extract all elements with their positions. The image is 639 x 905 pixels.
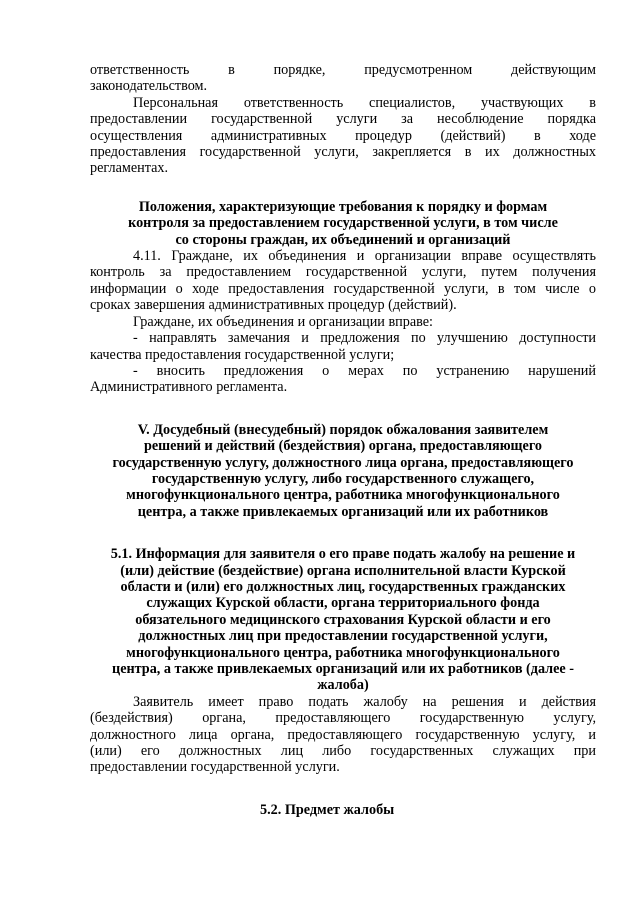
heading-line: Положения, характеризующие требования к порядку и формам — [138, 198, 548, 215]
heading-line: должностных лиц при предоставлении государственной услуги, — [138, 628, 548, 645]
heading-line: области и (или) его должностных лиц, государственных гражданских — [120, 578, 566, 595]
heading-line: центра, а также привлекаемых организаций или их работников — [137, 503, 549, 520]
paragraph-4-11 — [90, 248, 596, 314]
heading-line: жалоба) — [317, 677, 369, 694]
paragraph-rights — [90, 314, 596, 330]
heading-line: многофункционального центра, работника многофункционального — [126, 487, 560, 504]
heading-line: государственную услугу, должностного лица органа, предоставляющего — [112, 454, 574, 471]
list-item-suggestions — [90, 330, 596, 363]
document-page — [90, 62, 596, 818]
heading-line: со стороны граждан, их объединений и организаций — [175, 231, 511, 248]
heading-line: государственную услугу, либо государственного служащего, — [151, 470, 535, 487]
text-line: предоставления государственной услуги, закрепляется в их должностных — [90, 144, 596, 161]
heading-section-v — [90, 422, 596, 520]
text-line: Граждане, их объединения и организации вправе: — [133, 313, 433, 330]
paragraph-responsibility-continued — [90, 62, 596, 95]
paragraph-personal-responsibility — [90, 95, 596, 177]
text-line: Персональная ответственность специалистов, участвующих в — [133, 94, 596, 111]
text-line: регламентах. — [90, 160, 169, 177]
list-item-proposals — [90, 363, 596, 396]
text-line: осуществления административных процедур (действий) в ходе — [90, 127, 596, 144]
text-line: законодательством. — [90, 78, 208, 95]
paragraph-5-1-complaint-right — [90, 694, 596, 776]
heading-line: служащих Курской области, органа территориального фонда — [146, 595, 540, 612]
heading-control-provisions — [90, 199, 596, 248]
heading-line: контроля за предоставлением государственной услуги, в том числе — [128, 215, 558, 232]
text-line: предоставлении государственной услуги за несоблюдение порядка — [90, 111, 596, 128]
text-line: предоставлении государственной услуги. — [90, 759, 340, 776]
heading-line: 5.1. Информация для заявителя о его праве подать жалобу на решение и — [110, 546, 576, 563]
text-line: ответственность в порядке, предусмотренном действующим — [90, 62, 596, 78]
heading-section-5-1 — [90, 546, 596, 694]
heading-section-5-2 — [90, 802, 596, 818]
heading-line: многофункционального центра, работника многофункционального — [126, 644, 560, 661]
text-line: Заявитель имеет право подать жалобу на решения и действия — [133, 693, 596, 710]
text-line: сроках завершения административных процедур (действий). — [90, 297, 457, 314]
text-line: (бездействия) органа, предоставляющего государственную услугу, — [90, 710, 596, 727]
heading-line: центра, а также привлекаемых организаций или их работников (далее - — [112, 661, 574, 677]
heading-line: 5.2. Предмет жалобы — [260, 801, 395, 818]
text-line: (или) его должностных лиц либо государственных служащих при — [90, 743, 596, 760]
text-line: контроль за предоставлением государственной услуги, путем получения — [90, 264, 596, 281]
text-line: информации о ходе предоставления государственной услуги, в том числе о — [90, 280, 596, 297]
heading-line: решений и действий (бездействия) органа, предоставляющего — [143, 438, 543, 455]
heading-line: (или) действие (бездействие) органа исполнительной власти Курской — [120, 562, 566, 579]
text-line: Административного регламента. — [90, 379, 288, 396]
text-line: качества предоставления государственной услуги; — [90, 346, 395, 363]
heading-line: V. Досудебный (внесудебный) порядок обжалования заявителем — [137, 421, 549, 438]
text-line: - направлять замечания и предложения по улучшению доступности — [133, 330, 596, 347]
text-line: 4.11. Граждане, их объединения и организации вправе осуществлять — [133, 248, 596, 265]
heading-line: обязательного медицинского страхования Курской области и его — [135, 611, 551, 628]
text-line: - вносить предложения о мерах по устранению нарушений — [133, 362, 596, 379]
text-line: должностного лица органа, предоставляющего государственную услугу, и — [90, 726, 596, 743]
